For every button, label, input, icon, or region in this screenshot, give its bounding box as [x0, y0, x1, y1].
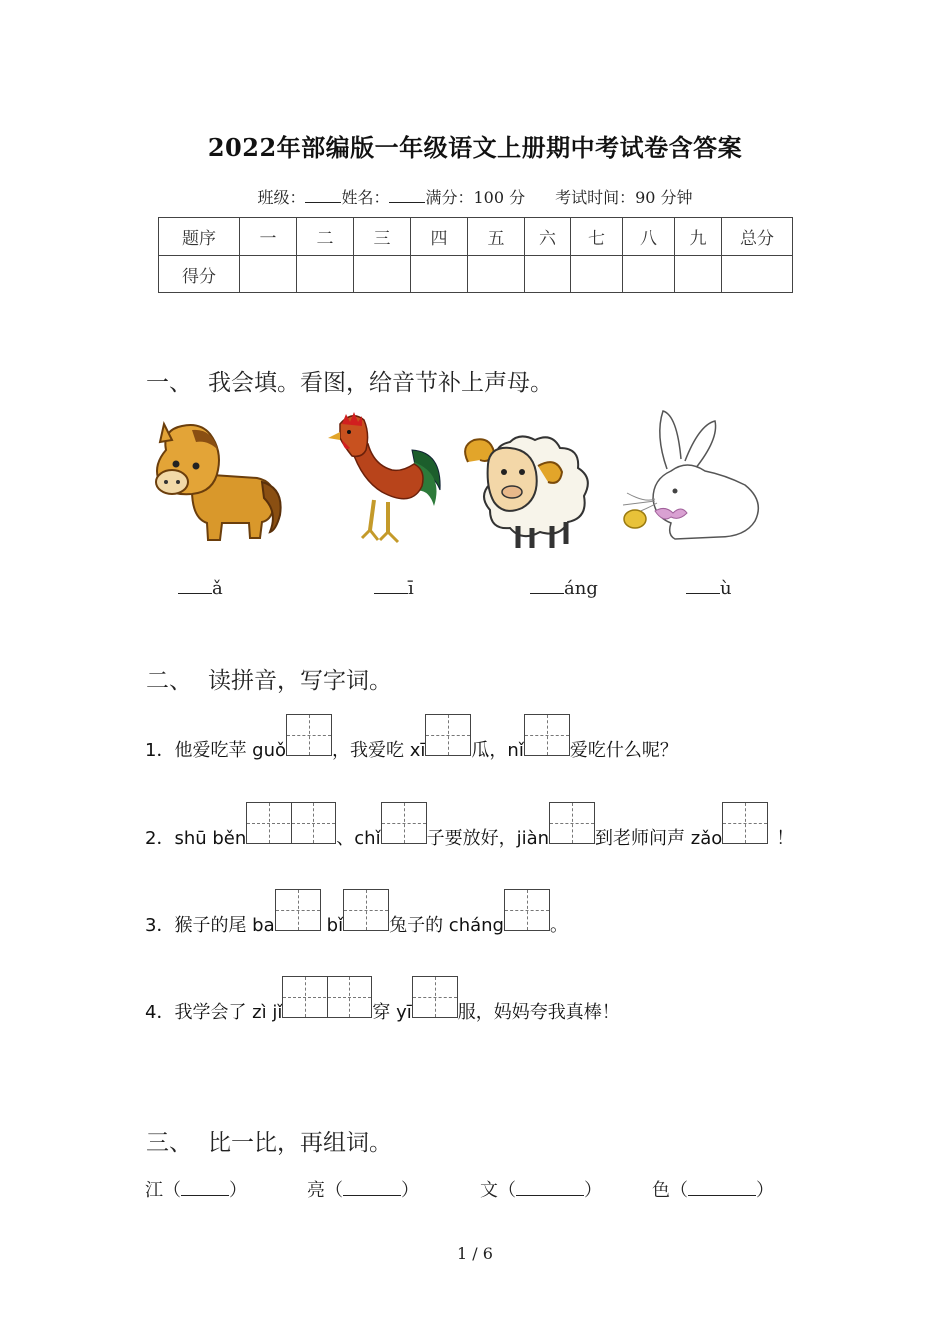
compare-item-1[interactable]: 江（ ） — [145, 1180, 247, 1201]
full-score: 满分：100 分 — [425, 188, 526, 207]
score-table — [158, 217, 793, 293]
score-cell[interactable] — [468, 256, 525, 293]
writing-box-double[interactable] — [282, 976, 372, 1018]
score-cell[interactable] — [354, 256, 411, 293]
score-cell[interactable] — [623, 256, 675, 293]
name-label: 姓名： — [341, 188, 390, 207]
writing-box-double[interactable] — [246, 802, 336, 844]
exam-info — [0, 185, 950, 208]
writing-box[interactable] — [275, 889, 321, 931]
header-cell: 九 — [675, 218, 722, 256]
question-4: 4．我学会了 zì jǐ 穿 yī 服，妈妈夸我真棒！ — [145, 976, 620, 1024]
score-cell[interactable] — [571, 256, 623, 293]
pinyin-blank-2[interactable]: ī — [374, 578, 414, 599]
class-blank[interactable] — [305, 202, 341, 203]
score-cell[interactable] — [297, 256, 354, 293]
header-cell: 四 — [411, 218, 468, 256]
writing-box[interactable] — [722, 802, 768, 844]
sheep-picture — [460, 426, 595, 552]
score-cell[interactable] — [240, 256, 297, 293]
writing-box[interactable] — [425, 714, 471, 756]
page-title: 2022年部编版一年级语文上册期中考试卷含答案 — [207, 133, 743, 162]
writing-box[interactable] — [504, 889, 550, 931]
header-cell: 五 — [468, 218, 525, 256]
compare-item-4[interactable]: 色（ ） — [652, 1180, 774, 1201]
header-cell: 七 — [571, 218, 623, 256]
rabbit-picture — [615, 405, 765, 545]
score-cell[interactable] — [722, 256, 793, 293]
section-title: 我会填。看图，给音节补上声母。 — [208, 370, 553, 396]
horse-picture — [152, 420, 284, 548]
score-table-header-row — [159, 218, 793, 256]
writing-box[interactable] — [343, 889, 389, 931]
question-3: 3．猴子的尾 ba bǐ 兔子的 cháng 。 — [145, 889, 568, 937]
rooster-picture — [322, 410, 444, 552]
section-number: 一、 — [146, 370, 192, 396]
exam-time: 考试时间：90 分钟 — [555, 188, 693, 207]
header-cell: 题序 — [159, 218, 240, 256]
page-number: 1 / 6 — [457, 1244, 493, 1263]
score-cell[interactable] — [675, 256, 722, 293]
question-2: 2．shū běn 、chǐ 子要放好，jiàn 到老师问声 zǎo ！ — [145, 802, 794, 850]
section-number: 二、 — [146, 668, 192, 694]
question-1: 1．他爱吃苹 guǒ ，我爱吃 xī 瓜，nǐ 爱吃什么呢？ — [145, 714, 678, 762]
writing-box[interactable] — [381, 802, 427, 844]
writing-box[interactable] — [524, 714, 570, 756]
section-title: 比一比，再组词。 — [208, 1130, 392, 1156]
pinyin-blank-4[interactable]: ù — [686, 578, 732, 599]
section-3-heading — [146, 1124, 392, 1157]
section-title: 读拼音，写字词。 — [208, 668, 392, 694]
header-cell: 一 — [240, 218, 297, 256]
section-1-heading — [146, 364, 553, 397]
writing-box[interactable] — [412, 976, 458, 1018]
row-label: 得分 — [159, 256, 240, 293]
section-number: 三、 — [146, 1130, 192, 1156]
header-cell: 八 — [623, 218, 675, 256]
header-cell: 三 — [354, 218, 411, 256]
header-cell: 二 — [297, 218, 354, 256]
header-cell: 总分 — [722, 218, 793, 256]
score-cell[interactable] — [411, 256, 468, 293]
pinyin-blank-3[interactable]: áng — [530, 578, 598, 599]
compare-item-3[interactable]: 文（ ） — [480, 1180, 602, 1201]
score-cell[interactable] — [525, 256, 571, 293]
pinyin-blank-1[interactable]: ǎ — [178, 578, 223, 599]
compare-item-2[interactable]: 亮（ ） — [307, 1180, 419, 1201]
score-table-score-row — [159, 256, 793, 293]
class-label: 班级： — [257, 188, 306, 207]
writing-box[interactable] — [286, 714, 332, 756]
writing-box[interactable] — [549, 802, 595, 844]
name-blank[interactable] — [389, 202, 425, 203]
header-cell: 六 — [525, 218, 571, 256]
section-2-heading — [146, 662, 392, 695]
